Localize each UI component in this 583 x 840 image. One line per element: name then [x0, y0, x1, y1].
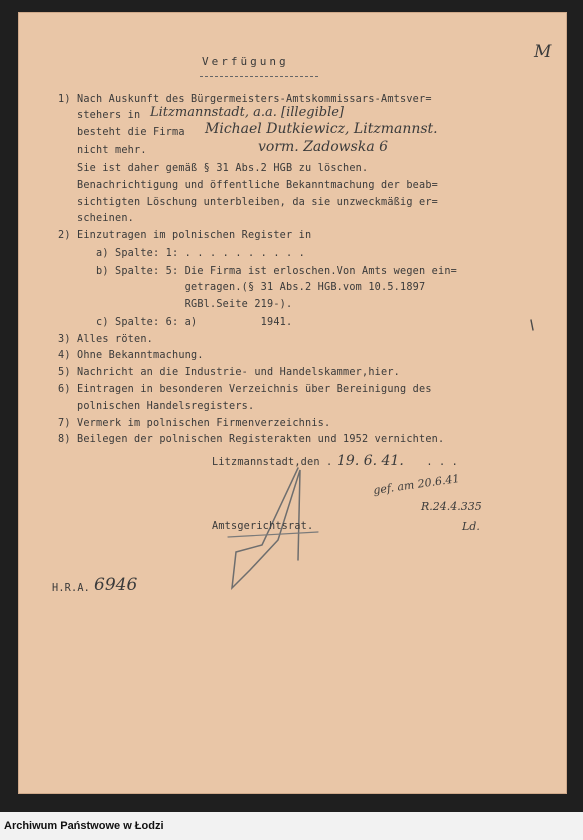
- archive-footer: Archiwum Państwowe w Łodzi: [0, 812, 583, 840]
- document-title: Verfügung: [202, 55, 289, 68]
- body-line: sichtigten Löschung unterbleiben, da sie unzweckmäßig er=: [58, 197, 439, 208]
- body-line: Sie ist daher gemäß § 31 Abs.2 HGB zu löschen.: [58, 163, 369, 174]
- body-line: getragen.(§ 31 Abs.2 HGB.vom 10.5.1897: [58, 282, 426, 293]
- body-line: b) Spalte: 5: Die Firma ist erloschen.Von Amts wegen ein=: [58, 266, 458, 277]
- body-line: stehers in: [58, 110, 141, 121]
- place-date-tail: . . .: [420, 457, 459, 468]
- register-label: H.R.A.: [52, 583, 91, 594]
- place-date-label: Litzmannstadt,den .: [212, 457, 333, 468]
- place-date-handwritten: 19. 6. 41.: [337, 453, 404, 469]
- body-line: c) Spalte: 6: a) 1941.: [58, 317, 293, 328]
- body-line: polnischen Handelsregisters.: [58, 401, 255, 412]
- body-line: 2) Einzutragen im polnischen Register in: [58, 230, 312, 241]
- body-line: RGBl.Seite 219-).: [58, 299, 293, 310]
- body-line: 5) Nachricht an die Industrie- und Handelskammer,hier.: [58, 367, 401, 378]
- body-line: 7) Vermerk im polnischen Firmenverzeichnis.: [58, 418, 331, 429]
- handwritten-note-line1: gef. am 20.6.41: [372, 472, 461, 497]
- body-line: scheinen.: [58, 213, 135, 224]
- body-line: 3) Alles röten.: [58, 334, 154, 345]
- body-line: nicht mehr.: [58, 145, 147, 156]
- handwritten-note-line2: R.24.4.335: [421, 500, 482, 513]
- body-line: 4) Ohne Bekanntmachung.: [58, 350, 204, 361]
- handwritten-note-line3: Ld.: [462, 520, 480, 533]
- body-line: besteht die Firma: [58, 127, 185, 138]
- body-line: 8) Beilegen der polnischen Registerakten und 1952 vernichten.: [58, 434, 445, 445]
- body-line: a) Spalte: 1: . . . . . . . . . .: [58, 248, 306, 259]
- body-line: 1) Nach Auskunft des Bürgermeisters-Amtskommissars-Amtsver=: [58, 94, 432, 105]
- register-number: 6946: [94, 575, 138, 595]
- handwritten-firm-name: Michael Dutkiewicz, Litzmannst.: [205, 121, 438, 137]
- signature-label: Amtsgerichtsrat.: [212, 521, 314, 532]
- body-line: Benachrichtigung und öffentliche Bekanntmachung der beab=: [58, 180, 439, 191]
- handwritten-place: Litzmannstadt, a.a. [illegible]: [150, 105, 345, 120]
- body-line: 6) Eintragen in besonderen Verzeichnis über Bereinigung des: [58, 384, 432, 395]
- corner-mark: M: [534, 42, 552, 62]
- handwritten-firm-address: vorm. Zadowska 6: [258, 139, 389, 155]
